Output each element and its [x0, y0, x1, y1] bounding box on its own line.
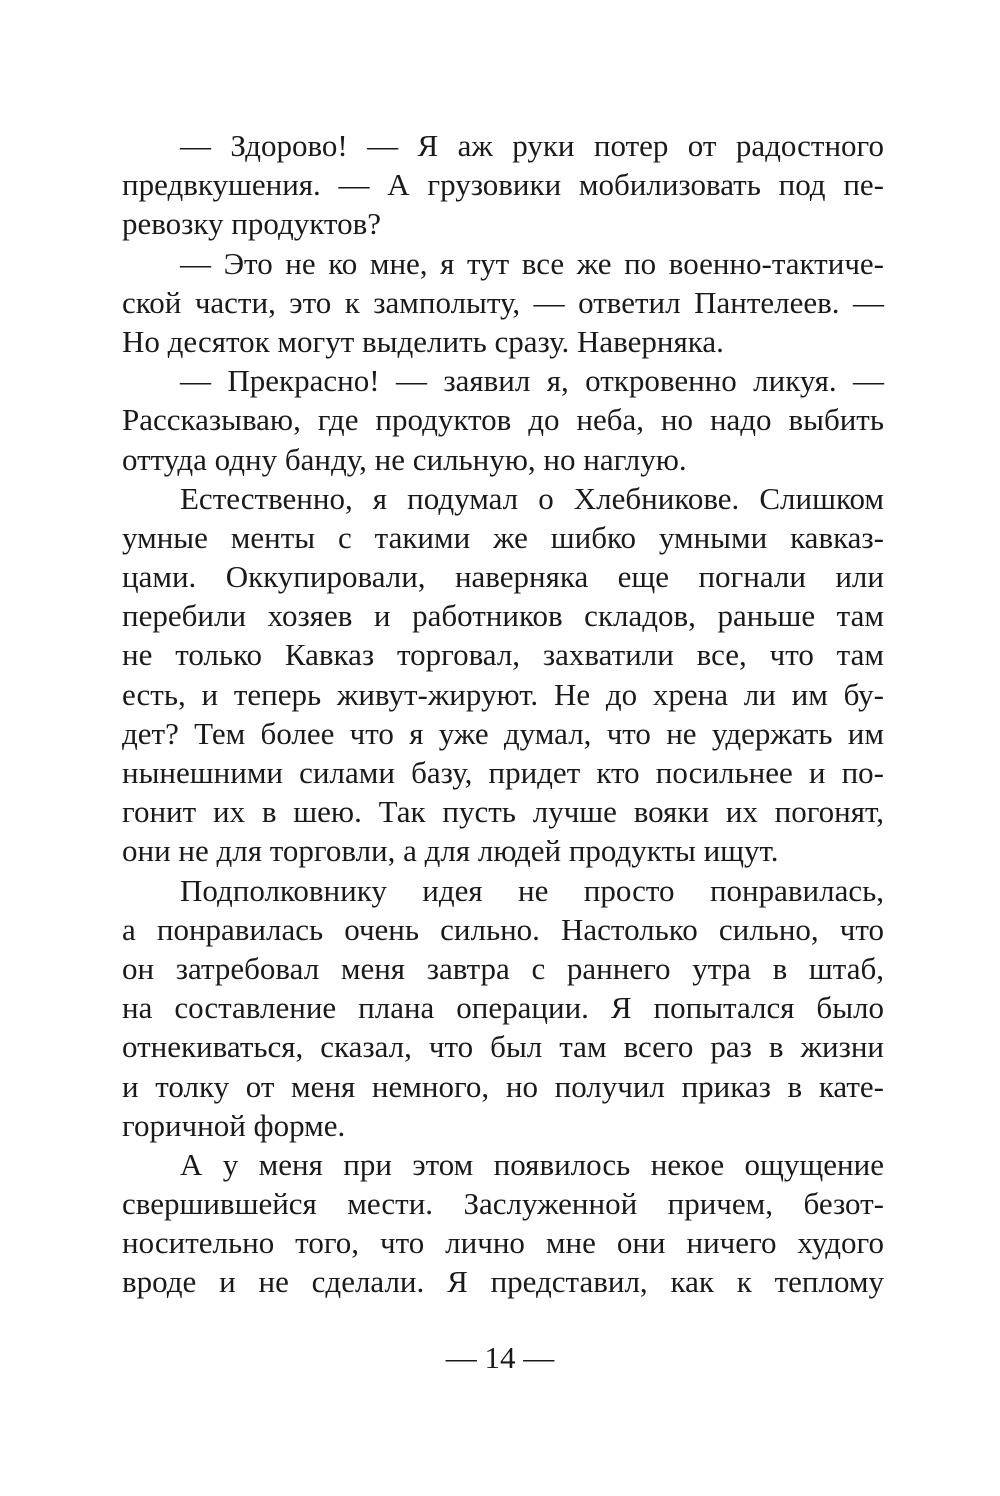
- text-line: — Прекрасно! — заявил я, откровенно ликуя. —: [180, 363, 884, 399]
- text-line: гонит их в шею. Так пусть лучше вояки их погонят,: [122, 794, 884, 830]
- text-line: на составление плана операции. Я попытался было: [122, 990, 884, 1026]
- text-line: нынешними силами базу, придет кто посильнее и по-: [122, 755, 884, 790]
- text-line: — Это не ко мне, я тут все же по военно-тактиче-: [180, 245, 884, 281]
- text-line: не только Кавказ торговал, захватили все, что там: [122, 637, 884, 673]
- text-line: Подполковнику идея не просто понравилась,: [180, 872, 884, 908]
- text-line: они не для торговли, а для людей продукты ищут.: [122, 833, 779, 869]
- text-line: горичной форме.: [122, 1107, 346, 1143]
- text-line: Естественно, я подумал о Хлебникове. Слишком: [180, 480, 884, 516]
- text-line: ревозку продуктов?: [122, 206, 381, 242]
- text-line: оттуда одну банду, не сильную, но наглую.: [122, 441, 687, 477]
- text-line: умные менты с такими же шибко умными кавказ-: [122, 519, 884, 555]
- text-line: вроде и не сделали. Я представил, как к теплому: [122, 1264, 884, 1300]
- text-line: перебили хозяев и работников складов, раньше там: [122, 598, 884, 634]
- text-line: цами. Оккупировали, наверняка еще погнали или: [122, 559, 884, 595]
- text-line: свершившейся мести. Заслуженной причем, безот-: [122, 1186, 884, 1222]
- text-line: предвкушения. — А грузовики мобилизовать под пе-: [122, 167, 884, 203]
- text-line: носительно того, что лично мне они ничего худого: [122, 1225, 884, 1261]
- page-number: — 14 —: [445, 1340, 555, 1375]
- page-text: [122, 126, 884, 1302]
- text-line: Рассказываю, где продуктов до неба, но надо выбить: [122, 402, 884, 438]
- text-line: ской части, это к замполыту, — ответил Пантелеев. —: [122, 284, 884, 320]
- text-line: а понравилась очень сильно. Настолько сильно, что: [122, 911, 884, 947]
- text-line: А у меня при этом появилось некое ощущение: [180, 1146, 884, 1182]
- text-line: Но десяток могут выделить сразу. Наверняка.: [122, 323, 724, 359]
- text-line: отнекиваться, сказал, что был там всего раз в жизни: [122, 1029, 884, 1065]
- text-line: он затребовал меня завтра с раннего утра в штаб,: [122, 950, 884, 986]
- text-line: есть, и теперь живут-жируют. Не до хрена ли им бу-: [122, 676, 884, 712]
- text-line: — Здорово! — Я аж руки потер от радостного: [180, 128, 884, 163]
- text-line: дет? Тем более что я уже думал, что не удержать им: [122, 715, 884, 751]
- text-line: и толку от меня немного, но получил приказ в кате-: [122, 1068, 884, 1104]
